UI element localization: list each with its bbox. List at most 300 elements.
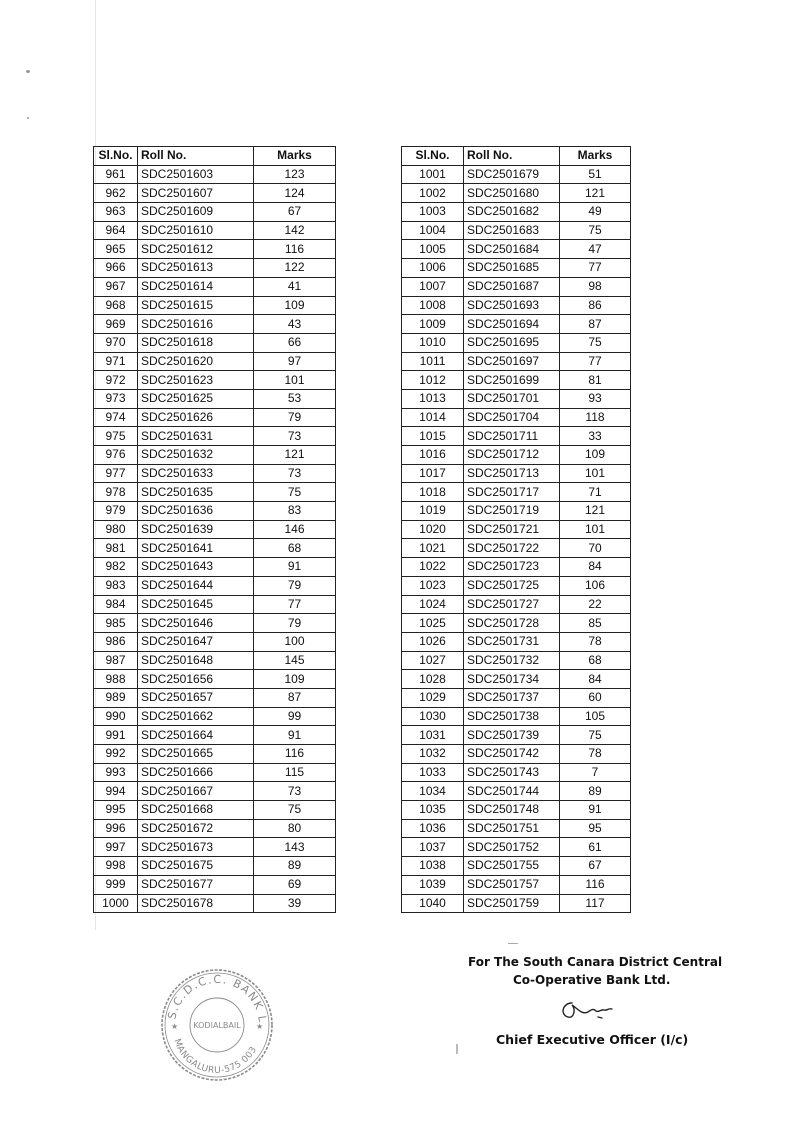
cell-roll-no: SDC2501752 [464,838,560,857]
cell-marks: 116 [254,745,336,764]
cell-sl-no: 1033 [402,763,464,782]
cell-sl-no: 1018 [402,483,464,502]
table-row [402,240,631,259]
table-row [94,184,336,203]
header-roll-no: Roll No. [464,147,560,166]
seal-bottom-text: MANGALURU-575 003 [171,1037,260,1077]
cell-roll-no: SDC2501641 [138,539,254,558]
cell-roll-no: SDC2501657 [138,688,254,707]
cell-roll-no: SDC2501631 [138,427,254,446]
table-row [94,763,336,782]
table-row [402,670,631,689]
cell-sl-no: 969 [94,315,138,334]
cell-marks: 43 [254,315,336,334]
cell-roll-no: SDC2501744 [464,782,560,801]
cell-marks: 73 [254,464,336,483]
table-row [402,576,631,595]
cell-sl-no: 1040 [402,894,464,913]
cell-marks: 99 [254,707,336,726]
cell-roll-no: SDC2501616 [138,315,254,334]
cell-marks: 83 [254,502,336,521]
signatory-line-2: Co-Operative Bank Ltd. [513,973,671,987]
cell-marks: 49 [560,203,631,222]
cell-roll-no: SDC2501759 [464,894,560,913]
cell-sl-no: 992 [94,745,138,764]
cell-roll-no: SDC2501662 [138,707,254,726]
table-row [94,875,336,894]
cell-roll-no: SDC2501712 [464,446,560,465]
cell-roll-no: SDC2501684 [464,240,560,259]
cell-roll-no: SDC2501704 [464,408,560,427]
cell-marks: 61 [560,838,631,857]
cell-marks: 73 [254,427,336,446]
cell-roll-no: SDC2501668 [138,801,254,820]
cell-roll-no: SDC2501635 [138,483,254,502]
cell-roll-no: SDC2501664 [138,726,254,745]
table-row [402,875,631,894]
table-row [402,502,631,521]
cell-roll-no: SDC2501615 [138,296,254,315]
cell-sl-no: 998 [94,857,138,876]
cell-roll-no: SDC2501757 [464,875,560,894]
cell-marks: 93 [560,389,631,408]
cell-marks: 66 [254,333,336,352]
table-row [402,651,631,670]
cell-sl-no: 1030 [402,707,464,726]
cell-roll-no: SDC2501748 [464,801,560,820]
table-row [94,446,336,465]
table-row [402,333,631,352]
cell-marks: 22 [560,595,631,614]
cell-sl-no: 991 [94,726,138,745]
cell-sl-no: 966 [94,259,138,278]
table-row [94,782,336,801]
cell-sl-no: 971 [94,352,138,371]
cell-roll-no: SDC2501666 [138,763,254,782]
table-row [402,296,631,315]
cell-sl-no: 984 [94,595,138,614]
cell-roll-no: SDC2501613 [138,259,254,278]
table-row [402,726,631,745]
table-row [94,539,336,558]
marks-table-left [93,146,336,913]
table-row [402,184,631,203]
cell-marks: 69 [254,875,336,894]
table-row [402,801,631,820]
cell-roll-no: SDC2501711 [464,427,560,446]
cell-sl-no: 1015 [402,427,464,446]
header-roll-no: Roll No. [138,147,254,166]
cell-marks: 116 [254,240,336,259]
table-row [94,558,336,577]
table-row [94,371,336,390]
cell-roll-no: SDC2501699 [464,371,560,390]
table-row [94,165,336,184]
table-row [94,203,336,222]
table-row [402,857,631,876]
cell-sl-no: 1038 [402,857,464,876]
cell-roll-no: SDC2501665 [138,745,254,764]
cell-roll-no: SDC2501701 [464,389,560,408]
cell-sl-no: 1031 [402,726,464,745]
cell-roll-no: SDC2501739 [464,726,560,745]
table-row [94,894,336,913]
table-row [402,446,631,465]
table-row [94,576,336,595]
cell-marks: 100 [254,632,336,651]
handwritten-signature-icon [558,997,620,1025]
cell-marks: 146 [254,520,336,539]
seal-outer-text: S.C.D.C.C. BANK L [165,972,269,1023]
table-row [402,165,631,184]
cell-roll-no: SDC2501717 [464,483,560,502]
scan-speck [27,117,29,119]
cell-marks: 117 [560,894,631,913]
cell-marks: 121 [560,502,631,521]
cell-roll-no: SDC2501636 [138,502,254,521]
cell-sl-no: 994 [94,782,138,801]
cell-roll-no: SDC2501738 [464,707,560,726]
table-row [402,745,631,764]
table-row [402,483,631,502]
cell-sl-no: 1029 [402,688,464,707]
cell-sl-no: 1025 [402,614,464,633]
cell-marks: 106 [560,576,631,595]
cell-marks: 115 [254,763,336,782]
cell-sl-no: 987 [94,651,138,670]
cell-sl-no: 1005 [402,240,464,259]
cell-sl-no: 967 [94,277,138,296]
cell-marks: 77 [254,595,336,614]
cell-marks: 75 [560,726,631,745]
cell-sl-no: 1037 [402,838,464,857]
cell-marks: 51 [560,165,631,184]
cell-roll-no: SDC2501687 [464,277,560,296]
cell-marks: 91 [560,801,631,820]
cell-sl-no: 999 [94,875,138,894]
cell-sl-no: 1003 [402,203,464,222]
cell-roll-no: SDC2501719 [464,502,560,521]
cell-sl-no: 1034 [402,782,464,801]
table-row [402,707,631,726]
cell-roll-no: SDC2501680 [464,184,560,203]
seal-center-text: KODIALBAIL [193,1021,241,1030]
header-sl-no: Sl.No. [402,147,464,166]
cell-marks: 75 [254,801,336,820]
cell-sl-no: 981 [94,539,138,558]
cell-roll-no: SDC2501645 [138,595,254,614]
table-row [94,670,336,689]
cell-sl-no: 995 [94,801,138,820]
table-row [402,315,631,334]
cell-roll-no: SDC2501728 [464,614,560,633]
cell-sl-no: 1007 [402,277,464,296]
cell-sl-no: 1027 [402,651,464,670]
table-row [402,688,631,707]
table-row [402,352,631,371]
table-row [402,894,631,913]
cell-roll-no: SDC2501667 [138,782,254,801]
cell-roll-no: SDC2501625 [138,389,254,408]
cell-sl-no: 961 [94,165,138,184]
table-row [402,221,631,240]
cell-sl-no: 1001 [402,165,464,184]
cell-marks: 98 [560,277,631,296]
cell-roll-no: SDC2501693 [464,296,560,315]
cell-sl-no: 970 [94,333,138,352]
cell-marks: 109 [560,446,631,465]
cell-roll-no: SDC2501722 [464,539,560,558]
table-row [402,389,631,408]
scan-speck [26,70,30,73]
table-row [402,838,631,857]
cell-sl-no: 985 [94,614,138,633]
cell-sl-no: 989 [94,688,138,707]
table-row [94,595,336,614]
seal-star-icon: ★ [256,1022,264,1031]
table-row [94,259,336,278]
cell-marks: 122 [254,259,336,278]
cell-marks: 116 [560,875,631,894]
table-row [402,595,631,614]
seal-stamp-icon [157,963,277,1083]
cell-marks: 75 [560,221,631,240]
cell-marks: 47 [560,240,631,259]
table-row [94,857,336,876]
table-row [94,520,336,539]
cell-roll-no: SDC2501656 [138,670,254,689]
cell-sl-no: 972 [94,371,138,390]
cell-sl-no: 988 [94,670,138,689]
cell-marks: 53 [254,389,336,408]
cell-sl-no: 1024 [402,595,464,614]
cell-marks: 80 [254,819,336,838]
cell-roll-no: SDC2501737 [464,688,560,707]
table-row [94,819,336,838]
cell-marks: 75 [560,333,631,352]
cell-roll-no: SDC2501731 [464,632,560,651]
cell-roll-no: SDC2501721 [464,520,560,539]
cell-marks: 73 [254,782,336,801]
cell-roll-no: SDC2501614 [138,277,254,296]
marks-table-right [401,146,631,913]
cell-roll-no: SDC2501675 [138,857,254,876]
cell-sl-no: 963 [94,203,138,222]
cell-sl-no: 990 [94,707,138,726]
table-row [94,651,336,670]
cell-marks: 84 [560,670,631,689]
cell-roll-no: SDC2501639 [138,520,254,539]
cell-sl-no: 1023 [402,576,464,595]
cell-sl-no: 1035 [402,801,464,820]
cell-marks: 7 [560,763,631,782]
svg-text:MANGALURU-575 003 [171,1038,259,1076]
header-marks: Marks [254,147,336,166]
cell-marks: 89 [560,782,631,801]
cell-marks: 68 [254,539,336,558]
cell-sl-no: 993 [94,763,138,782]
header-sl-no: Sl.No. [94,147,138,166]
table-row [94,277,336,296]
table-row [402,464,631,483]
cell-sl-no: 997 [94,838,138,857]
table-row [94,838,336,857]
cell-sl-no: 978 [94,483,138,502]
cell-marks: 71 [560,483,631,502]
cell-roll-no: SDC2501742 [464,745,560,764]
cell-marks: 77 [560,352,631,371]
cell-marks: 41 [254,277,336,296]
bank-seal [157,963,277,1088]
table-row [402,520,631,539]
cell-marks: 121 [254,446,336,465]
cell-marks: 84 [560,558,631,577]
table-row [94,296,336,315]
cell-sl-no: 1017 [402,464,464,483]
cell-sl-no: 1013 [402,389,464,408]
svg-text:S.C.D.C.C. BANK LTD. [157,963,269,1024]
cell-marks: 87 [560,315,631,334]
cell-roll-no: SDC2501683 [464,221,560,240]
signatory-line-1: For The South Canara District Central [468,955,723,969]
cell-marks: 121 [560,184,631,203]
table-row [94,352,336,371]
cell-marks: 33 [560,427,631,446]
cell-roll-no: SDC2501633 [138,464,254,483]
cell-sl-no: 1008 [402,296,464,315]
table-row [94,464,336,483]
cell-sl-no: 965 [94,240,138,259]
cell-sl-no: 973 [94,389,138,408]
table-row [94,726,336,745]
table-row [402,763,631,782]
cell-marks: 75 [254,483,336,502]
cell-roll-no: SDC2501743 [464,763,560,782]
cell-roll-no: SDC2501646 [138,614,254,633]
cell-sl-no: 979 [94,502,138,521]
table-row [94,801,336,820]
cell-marks: 101 [560,520,631,539]
table-row [402,782,631,801]
cell-roll-no: SDC2501672 [138,819,254,838]
cell-sl-no: 1026 [402,632,464,651]
cell-marks: 39 [254,894,336,913]
cell-marks: 67 [254,203,336,222]
cell-roll-no: SDC2501697 [464,352,560,371]
table-header-row [402,147,631,166]
cell-marks: 145 [254,651,336,670]
cell-roll-no: SDC2501695 [464,333,560,352]
cell-sl-no: 1012 [402,371,464,390]
table-row [94,240,336,259]
table-row [94,614,336,633]
signatory-title: Chief Executive Officer (I/c) [496,1032,689,1047]
cell-marks: 101 [560,464,631,483]
cell-roll-no: SDC2501620 [138,352,254,371]
table-row [402,427,631,446]
cell-marks: 97 [254,352,336,371]
cell-marks: 101 [254,371,336,390]
cell-marks: 109 [254,296,336,315]
table-row [94,632,336,651]
table-row [402,203,631,222]
cell-sl-no: 1022 [402,558,464,577]
cell-marks: 81 [560,371,631,390]
scan-mark [456,1044,458,1054]
cell-roll-no: SDC2501632 [138,446,254,465]
cell-sl-no: 1002 [402,184,464,203]
cell-marks: 87 [254,688,336,707]
cell-marks: 70 [560,539,631,558]
cell-marks: 123 [254,165,336,184]
cell-marks: 78 [560,632,631,651]
cell-sl-no: 974 [94,408,138,427]
cell-roll-no: SDC2501603 [138,165,254,184]
table-row [402,819,631,838]
table-row [402,277,631,296]
cell-marks: 91 [254,726,336,745]
cell-roll-no: SDC2501734 [464,670,560,689]
cell-sl-no: 1020 [402,520,464,539]
cell-marks: 78 [560,745,631,764]
header-marks: Marks [560,147,631,166]
cell-roll-no: SDC2501644 [138,576,254,595]
cell-roll-no: SDC2501694 [464,315,560,334]
cell-marks: 79 [254,576,336,595]
cell-sl-no: 1036 [402,819,464,838]
cell-roll-no: SDC2501647 [138,632,254,651]
cell-roll-no: SDC2501607 [138,184,254,203]
cell-roll-no: SDC2501723 [464,558,560,577]
table-row [94,688,336,707]
cell-sl-no: 996 [94,819,138,838]
cell-sl-no: 1039 [402,875,464,894]
cell-roll-no: SDC2501648 [138,651,254,670]
cell-roll-no: SDC2501673 [138,838,254,857]
cell-roll-no: SDC2501725 [464,576,560,595]
cell-sl-no: 1021 [402,539,464,558]
table-row [94,315,336,334]
cell-sl-no: 968 [94,296,138,315]
cell-marks: 68 [560,651,631,670]
table-row [402,558,631,577]
cell-sl-no: 1009 [402,315,464,334]
cell-roll-no: SDC2501713 [464,464,560,483]
table-row [402,632,631,651]
table-row [94,221,336,240]
cell-roll-no: SDC2501677 [138,875,254,894]
table-row [402,614,631,633]
seal-star-icon: ★ [171,1022,179,1031]
cell-roll-no: SDC2501626 [138,408,254,427]
cell-sl-no: 964 [94,221,138,240]
cell-sl-no: 1028 [402,670,464,689]
cell-roll-no: SDC2501751 [464,819,560,838]
cell-marks: 142 [254,221,336,240]
cell-marks: 77 [560,259,631,278]
cell-roll-no: SDC2501678 [138,894,254,913]
cell-roll-no: SDC2501610 [138,221,254,240]
cell-marks: 86 [560,296,631,315]
cell-marks: 85 [560,614,631,633]
cell-marks: 109 [254,670,336,689]
table-header-row [94,147,336,166]
cell-roll-no: SDC2501727 [464,595,560,614]
cell-marks: 60 [560,688,631,707]
cell-marks: 79 [254,408,336,427]
cell-marks: 67 [560,857,631,876]
cell-marks: 89 [254,857,336,876]
